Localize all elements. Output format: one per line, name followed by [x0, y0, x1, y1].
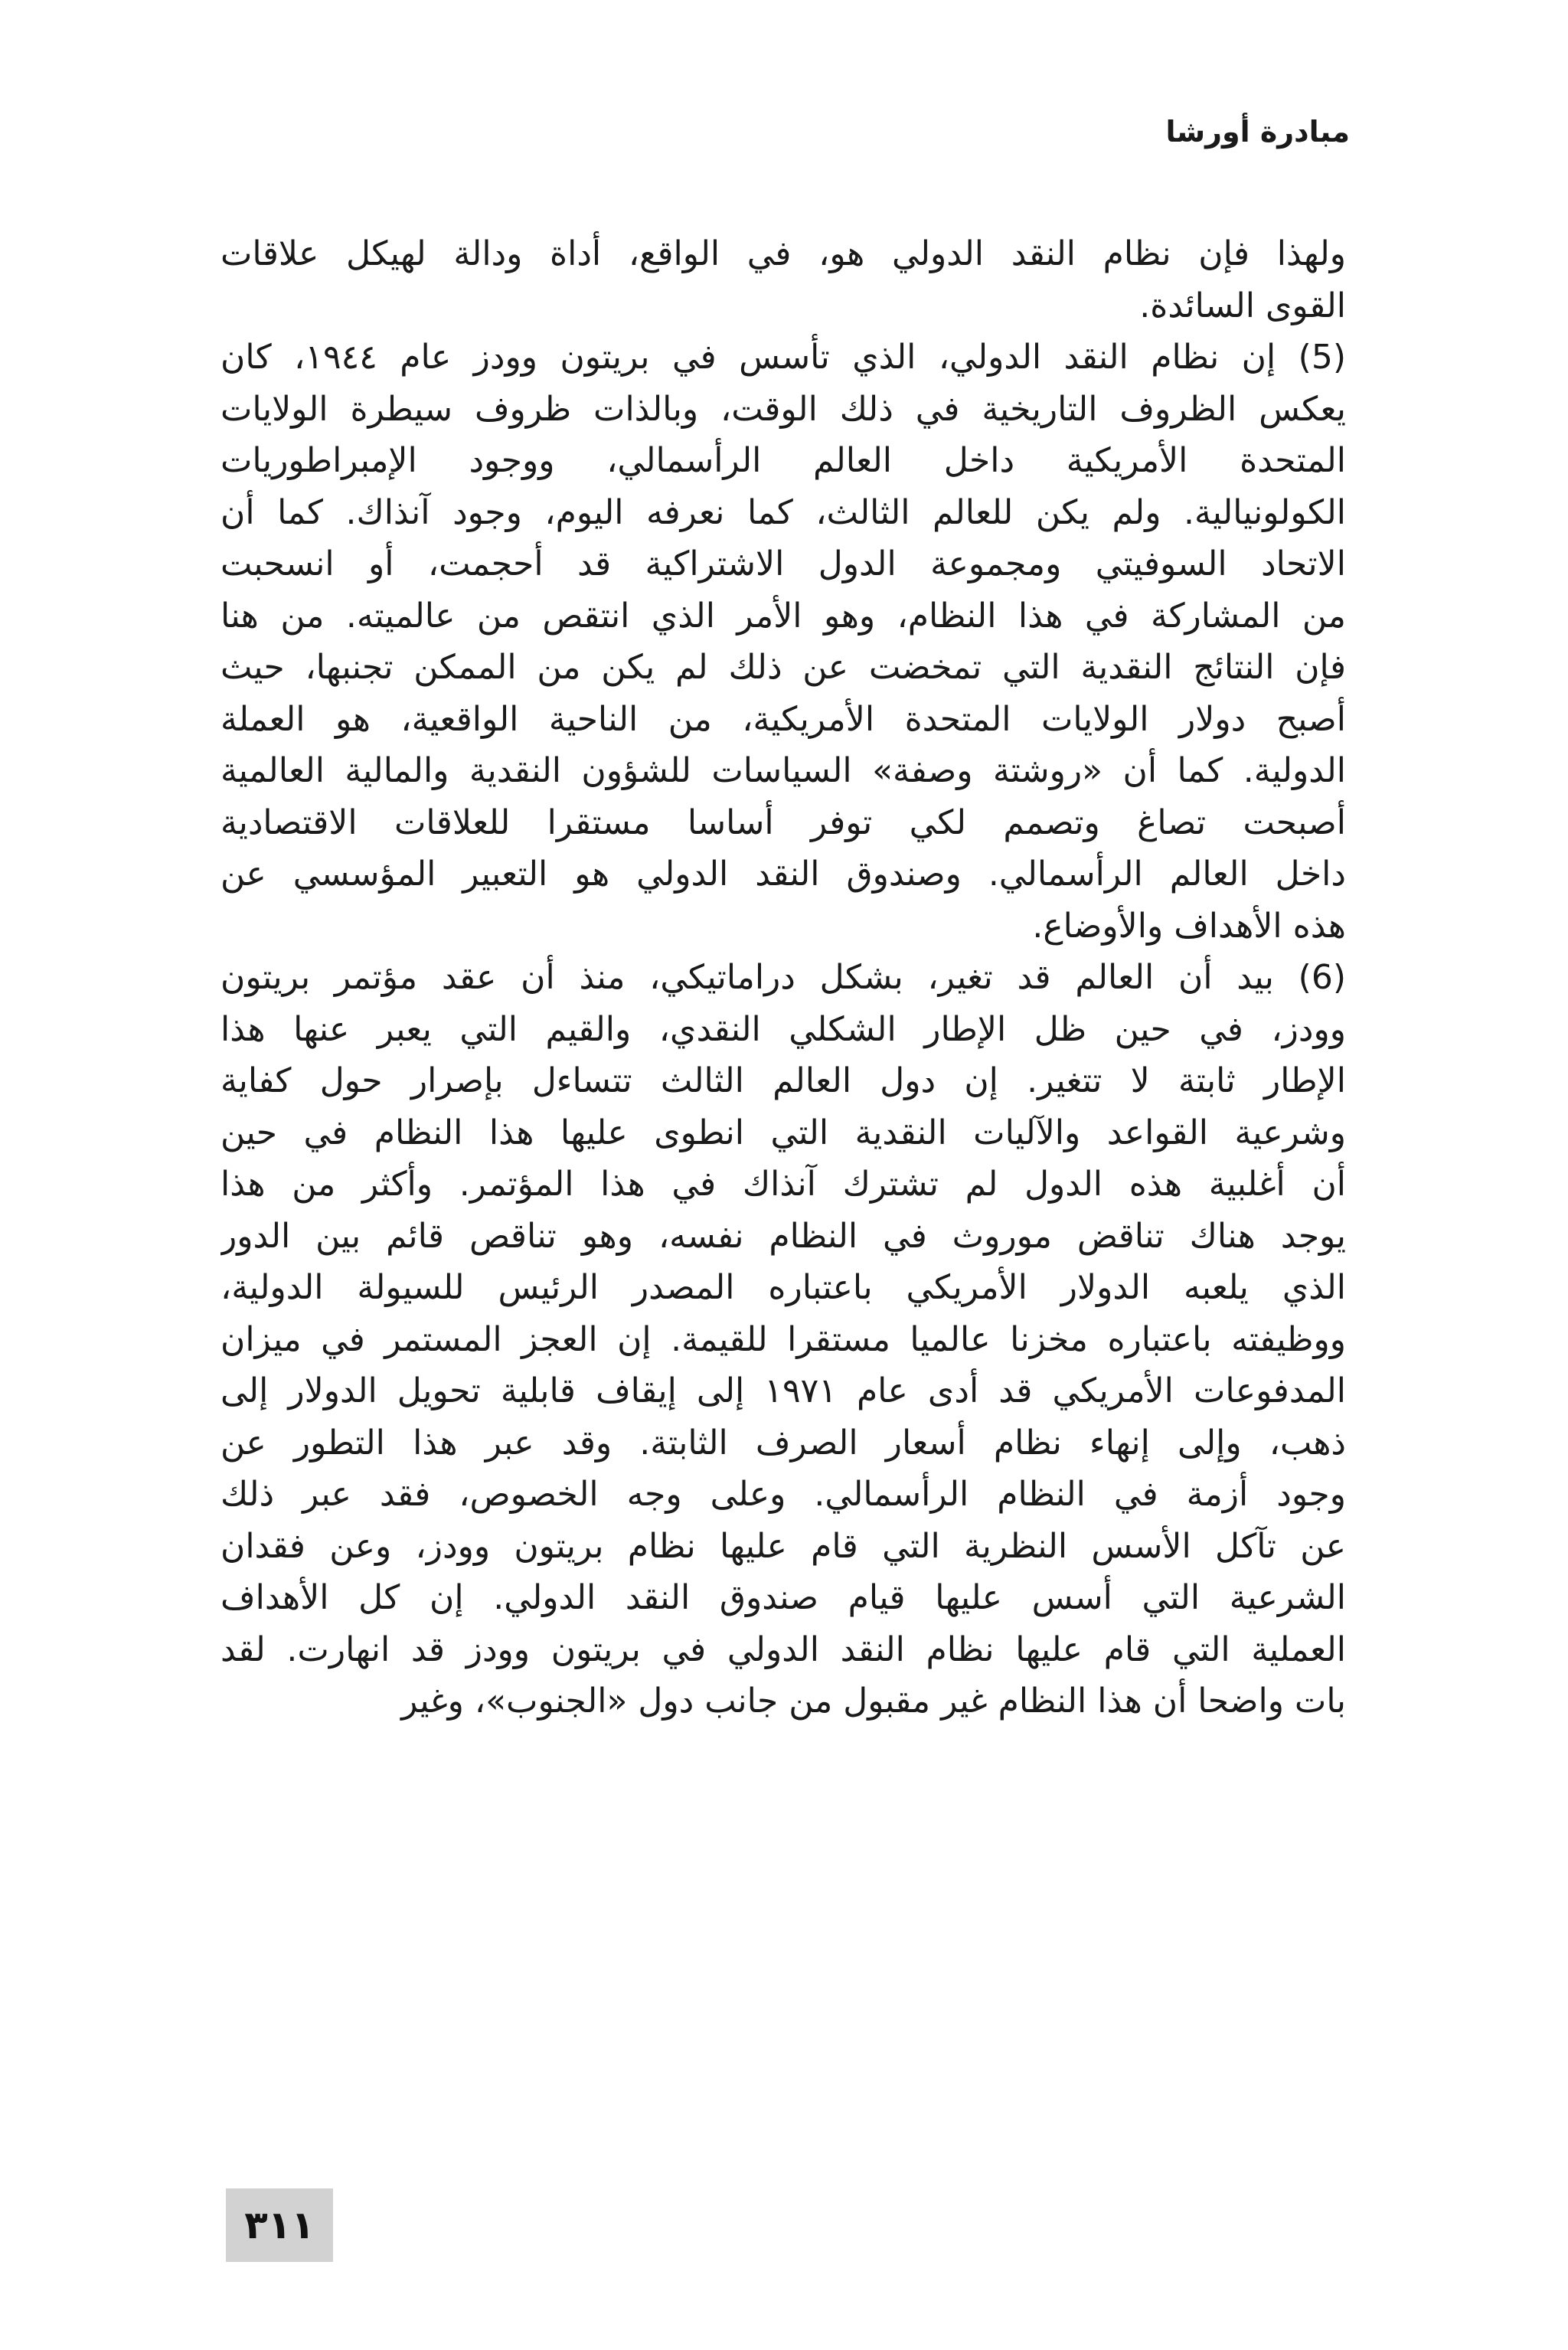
- body-text-line: يعكس الظروف التاريخية في ذلك الوقت، وبالذات ظروف سيطرة الولايات: [220, 389, 1346, 429]
- body-text-line: ووظيفته باعتباره مخزنا عالميا مستقرا للقيمة. إن العجز المستمر في ميزان: [220, 1319, 1346, 1359]
- body-text-line: (5) إن نظام النقد الدولي، الذي تأسس في بريتون وودز عام ١٩٤٤، كان: [220, 338, 1346, 377]
- body-text-line: فإن النتائج النقدية التي تمخضت عن ذلك لم يكن من الممكن تجنبها، حيث: [220, 648, 1346, 687]
- body-text-line: ولهذا فإن نظام النقد الدولي هو، في الواقع، أداة ودالة لهيكل علاقات: [220, 234, 1346, 273]
- page-number-box: [226, 2188, 333, 2262]
- body-text-line: هذه الأهداف والأوضاع.: [1032, 906, 1346, 946]
- body-text-line: من المشاركة في هذا النظام، وهو الأمر الذي انتقص من عالميته. من هنا: [220, 596, 1346, 636]
- body-text-line: أن أغلبية هذه الدول لم تشترك آنذاك في هذا المؤتمر. وأكثر من هذا: [220, 1165, 1346, 1204]
- body-text-line: ذهب، وإلى إنهاء نظام أسعار الصرف الثابتة. وقد عبر هذا التطور عن: [220, 1423, 1346, 1463]
- running-header-title: مبادرة أورشا: [1165, 115, 1350, 149]
- body-text-line: المدفوعات الأمريكي قد أدى عام ١٩٧١ إلى إيقاف قابلية تحويل الدولار إلى: [220, 1371, 1346, 1410]
- body-text-line: المتحدة الأمريكية داخل العالم الرأسمالي، ووجود الإمبراطوريات: [220, 441, 1346, 480]
- body-text-line: وودز، في حين ظل الإطار الشكلي النقدي، والقيم التي يعبر عنها هذا: [220, 1009, 1346, 1049]
- body-text-line: أصبحت تصاغ وتصمم لكي توفر أساسا مستقرا للعلاقات الاقتصادية: [220, 802, 1346, 842]
- body-text-line: الاتحاد السوفيتي ومجموعة الدول الاشتراكية قد أحجمت، أو انسحبت: [220, 544, 1346, 583]
- body-text-line: القوى السائدة.: [1139, 286, 1346, 325]
- body-text-line: عن تآكل الأسس النظرية التي قام عليها نظام بريتون وودز، وعن فقدان: [220, 1526, 1346, 1566]
- body-text-line: أصبح دولار الولايات المتحدة الأمريكية، من الناحية الواقعية، هو العملة: [220, 699, 1346, 739]
- body-text-line: يوجد هناك تناقض موروث في النظام نفسه، وهو تناقص قائم بين الدور: [220, 1216, 1346, 1256]
- body-text-line: الذي يلعبه الدولار الأمريكي باعتباره المصدر الرئيس للسيولة الدولية،: [220, 1268, 1346, 1307]
- body-text-line: وجود أزمة في النظام الرأسمالي. وعلى وجه الخصوص، فقد عبر ذلك: [220, 1475, 1346, 1514]
- body-text-line: العملية التي قام عليها نظام النقد الدولي في بريتون وودز قد انهارت. لقد: [220, 1629, 1346, 1669]
- body-text-line: وشرعية القواعد والآليات النقدية التي انطوى عليها هذا النظام في حين: [220, 1113, 1346, 1152]
- body-text-line: الدولية. كما أن «روشتة وصفة» السياسات للشؤون النقدية والمالية العالمية: [220, 751, 1346, 790]
- body-text-line: الكولونيالية. ولم يكن للعالم الثالث، كما نعرفه اليوم، وجود آنذاك. كما أن: [220, 492, 1346, 532]
- body-text-line: داخل العالم الرأسمالي. وصندوق النقد الدولي هو التعبير المؤسسي عن: [220, 855, 1346, 894]
- body-text-line: بات واضحا أن هذا النظام غير مقبول من جانب دول «الجنوب»، وغير: [401, 1682, 1346, 1721]
- body-text: [220, 228, 1346, 1727]
- body-text-line: الشرعية التي أسس عليها قيام صندوق النقد الدولي. إن كل الأهداف: [220, 1578, 1346, 1617]
- page-number: ٣١١: [244, 2203, 315, 2247]
- body-text-line: (6) بيد أن العالم قد تغير، بشكل دراماتيكي، منذ أن عقد مؤتمر بريتون: [220, 958, 1346, 997]
- body-text-line: الإطار ثابتة لا تتغير. إن دول العالم الثالث تتساءل بإصرار حول كفاية: [220, 1061, 1346, 1100]
